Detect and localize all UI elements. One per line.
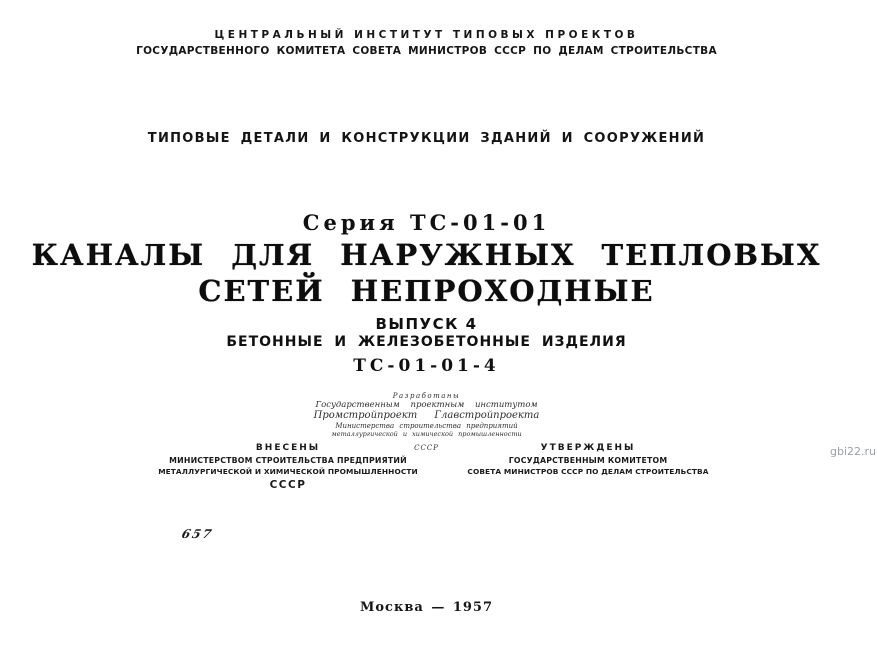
developed-by-institute-names: Промстройпроект Главстройпроекта bbox=[313, 410, 540, 421]
approved-line1: ГОСУДАРСТВЕННЫМ КОМИТЕТОМ bbox=[508, 456, 668, 465]
institute-name: ЦЕНТРАЛЬНЫЙ ИНСТИТУТ ТИПОВЫХ ПРОЕКТОВ bbox=[214, 29, 639, 41]
document-category: ТИПОВЫЕ ДЕТАЛИ И КОНСТРУКЦИИ ЗДАНИЙ И СООРУЖЕНИЙ bbox=[147, 131, 706, 146]
developed-by-ministry: Министерства строительства предприятий bbox=[335, 422, 518, 430]
developed-by-industry: металлургической и химической промышленности bbox=[331, 430, 522, 438]
issue-number: ВЫПУСК 4 bbox=[375, 315, 478, 333]
main-title-line1: КАНАЛЫ ДЛЯ НАРУЖНЫХ ТЕПЛОВЫХ bbox=[31, 238, 822, 272]
document-code: ТС-01-01-4 bbox=[353, 356, 500, 376]
approved-line2: СОВЕТА МИНИСТРОВ СССР ПО ДЕЛАМ СТРОИТЕЛЬСТВА bbox=[467, 467, 709, 476]
handwritten-number: 657 bbox=[180, 527, 215, 541]
submitted-heading: ВНЕСЕНЫ bbox=[255, 443, 321, 453]
submitted-line1: МИНИСТЕРСТВОМ СТРОИТЕЛЬСТВА ПРЕДПРИЯТИЙ bbox=[169, 456, 407, 465]
developed-by-country: СССР bbox=[414, 444, 439, 452]
submitted-line2: МЕТАЛЛУРГИЧЕСКОЙ И ХИМИЧЕСКОЙ ПРОМЫШЛЕННОСТИ bbox=[158, 467, 418, 476]
approved-by-block bbox=[460, 443, 716, 478]
submitted-by-block bbox=[158, 443, 418, 491]
approved-heading: УТВЕРЖДЕНЫ bbox=[540, 443, 636, 453]
submitted-country: СССР bbox=[269, 479, 307, 491]
watermark: gbi22.ru bbox=[829, 445, 876, 458]
imprint-city-year: Москва — 1957 bbox=[359, 600, 494, 615]
main-title-line2: СЕТЕЙ НЕПРОХОДНЫЕ bbox=[198, 274, 655, 308]
developed-by-institute: Государственным проектным институтом bbox=[315, 400, 538, 410]
developed-by-heading: Разработаны bbox=[392, 392, 461, 400]
series-title: Серия ТС-01-01 bbox=[302, 210, 551, 235]
committee-name: ГОСУДАРСТВЕННОГО КОМИТЕТА СОВЕТА МИНИСТРОВ СССР ПО ДЕЛАМ СТРОИТЕЛЬСТВА bbox=[136, 45, 717, 57]
issue-subtitle: БЕТОННЫЕ И ЖЕЛЕЗОБЕТОННЫЕ ИЗДЕЛИЯ bbox=[226, 334, 627, 350]
